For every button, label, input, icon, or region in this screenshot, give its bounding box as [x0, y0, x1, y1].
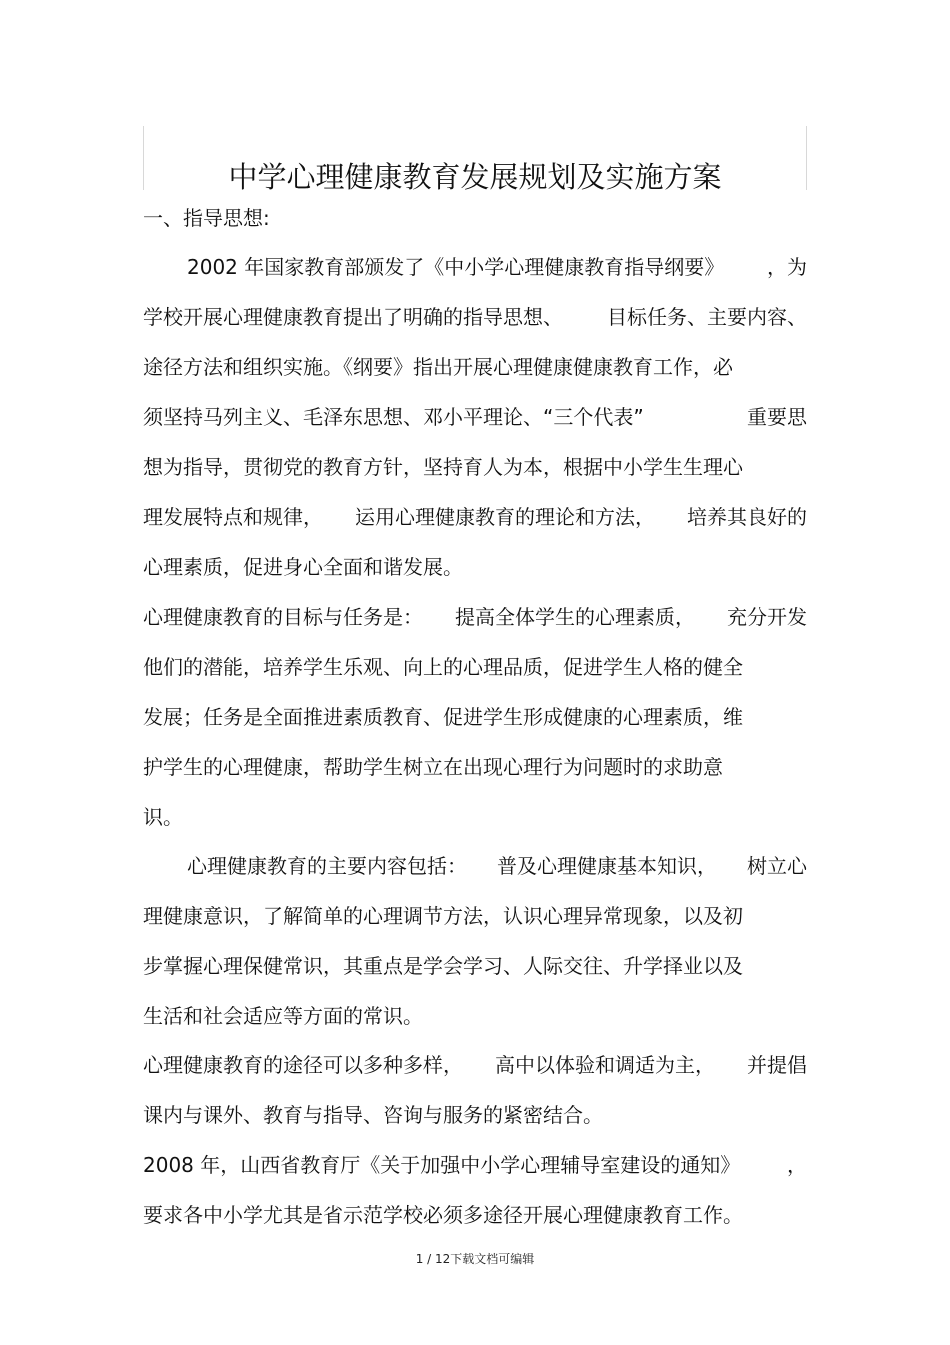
paragraph-line — [143, 1100, 807, 1130]
paragraph-line — [143, 652, 807, 682]
text-segment: ，为 — [767, 255, 807, 279]
text-segment: 要求各中小学尤其是省示范学校必须多途径开展心理健康教育工作。 — [143, 1203, 743, 1227]
text-segment: 识。 — [143, 805, 183, 829]
text-segment: 目标任务、主要内容、 — [607, 305, 807, 329]
paragraph-line — [143, 901, 807, 931]
paragraph-line — [143, 302, 807, 332]
page-footer: 1 / 12下载文档可编辑 — [415, 1252, 535, 1266]
text-segment: 心理健康教育的主要内容包括： — [187, 854, 467, 878]
paragraph-line — [143, 452, 807, 482]
text-segment: 想为指导，贯彻党的教育方针，坚持育人为本，根据中小学生生理心 — [143, 455, 743, 479]
text-segment: 护学生的心理健康，帮助学生树立在出现心理行为问题时的求助意 — [143, 755, 723, 779]
paragraph-line — [143, 752, 807, 782]
paragraph-line — [143, 602, 807, 632]
paragraph-line — [143, 851, 807, 881]
paragraph-line — [143, 1001, 807, 1031]
section-heading: 一、指导思想: — [143, 206, 270, 230]
paragraph-line — [143, 1200, 807, 1230]
text-segment: 提高全体学生的心理素质， — [455, 605, 695, 629]
text-segment: ， — [787, 1153, 807, 1177]
paragraph-line — [143, 802, 807, 832]
paragraph-line — [143, 252, 807, 282]
text-segment: 发展；任务是全面推进素质教育、促进学生形成健康的心理素质，维 — [143, 705, 743, 729]
text-segment: 生活和社会适应等方面的常识。 — [143, 1004, 423, 1028]
paragraph-line — [143, 1050, 807, 1080]
text-segment: 途径方法和组织实施。《纲要》指出开展心理健康健康教育工作，必 — [143, 355, 733, 379]
text-segment: 2002 年国家教育部颁发了《中小学心理健康教育指导纲要》 — [187, 255, 725, 279]
text-segment: 培养其良好的 — [687, 505, 807, 529]
text-segment: 心理健康教育的目标与任务是： — [143, 605, 423, 629]
text-segment: 须坚持马列主义、毛泽东思想、邓小平理论、“三个代表” — [143, 405, 644, 429]
paragraph-line — [143, 402, 807, 432]
text-segment: 课内与课外、教育与指导、咨询与服务的紧密结合。 — [143, 1103, 603, 1127]
text-segment: 树立心 — [747, 854, 807, 878]
document-title: 中学心理健康教育发展规划及实施方案 — [228, 160, 722, 195]
text-segment: 高中以体验和调适为主， — [495, 1053, 715, 1077]
text-segment: 普及心理健康基本知识， — [497, 854, 717, 878]
paragraph-line — [143, 502, 807, 532]
text-segment: 心理健康教育的途径可以多种多样， — [143, 1053, 463, 1077]
text-segment: 他们的潜能，培养学生乐观、向上的心理品质，促进学生人格的健全 — [143, 655, 743, 679]
paragraph-line — [143, 951, 807, 981]
text-segment: 理健康意识，了解简单的心理调节方法，认识心理异常现象，以及初 — [143, 904, 743, 928]
paragraph-line — [143, 352, 807, 382]
paragraph-line — [143, 1150, 807, 1180]
text-segment: 并提倡 — [747, 1053, 807, 1077]
text-segment: 充分开发 — [727, 605, 807, 629]
text-segment: 步掌握心理保健常识，其重点是学会学习、人际交往、升学择业以及 — [143, 954, 743, 978]
text-segment: 心理素质，促进身心全面和谐发展。 — [143, 555, 463, 579]
text-segment: 理发展特点和规律， — [143, 505, 323, 529]
text-segment: 学校开展心理健康教育提出了明确的指导思想、 — [143, 305, 563, 329]
text-segment: 2008 年，山西省教育厅《关于加强中小学心理辅导室建设的通知》 — [143, 1153, 741, 1177]
paragraph-line — [143, 552, 807, 582]
text-segment: 运用心理健康教育的理论和方法， — [355, 505, 655, 529]
paragraph-line — [143, 702, 807, 732]
text-segment: 重要思 — [747, 405, 807, 429]
